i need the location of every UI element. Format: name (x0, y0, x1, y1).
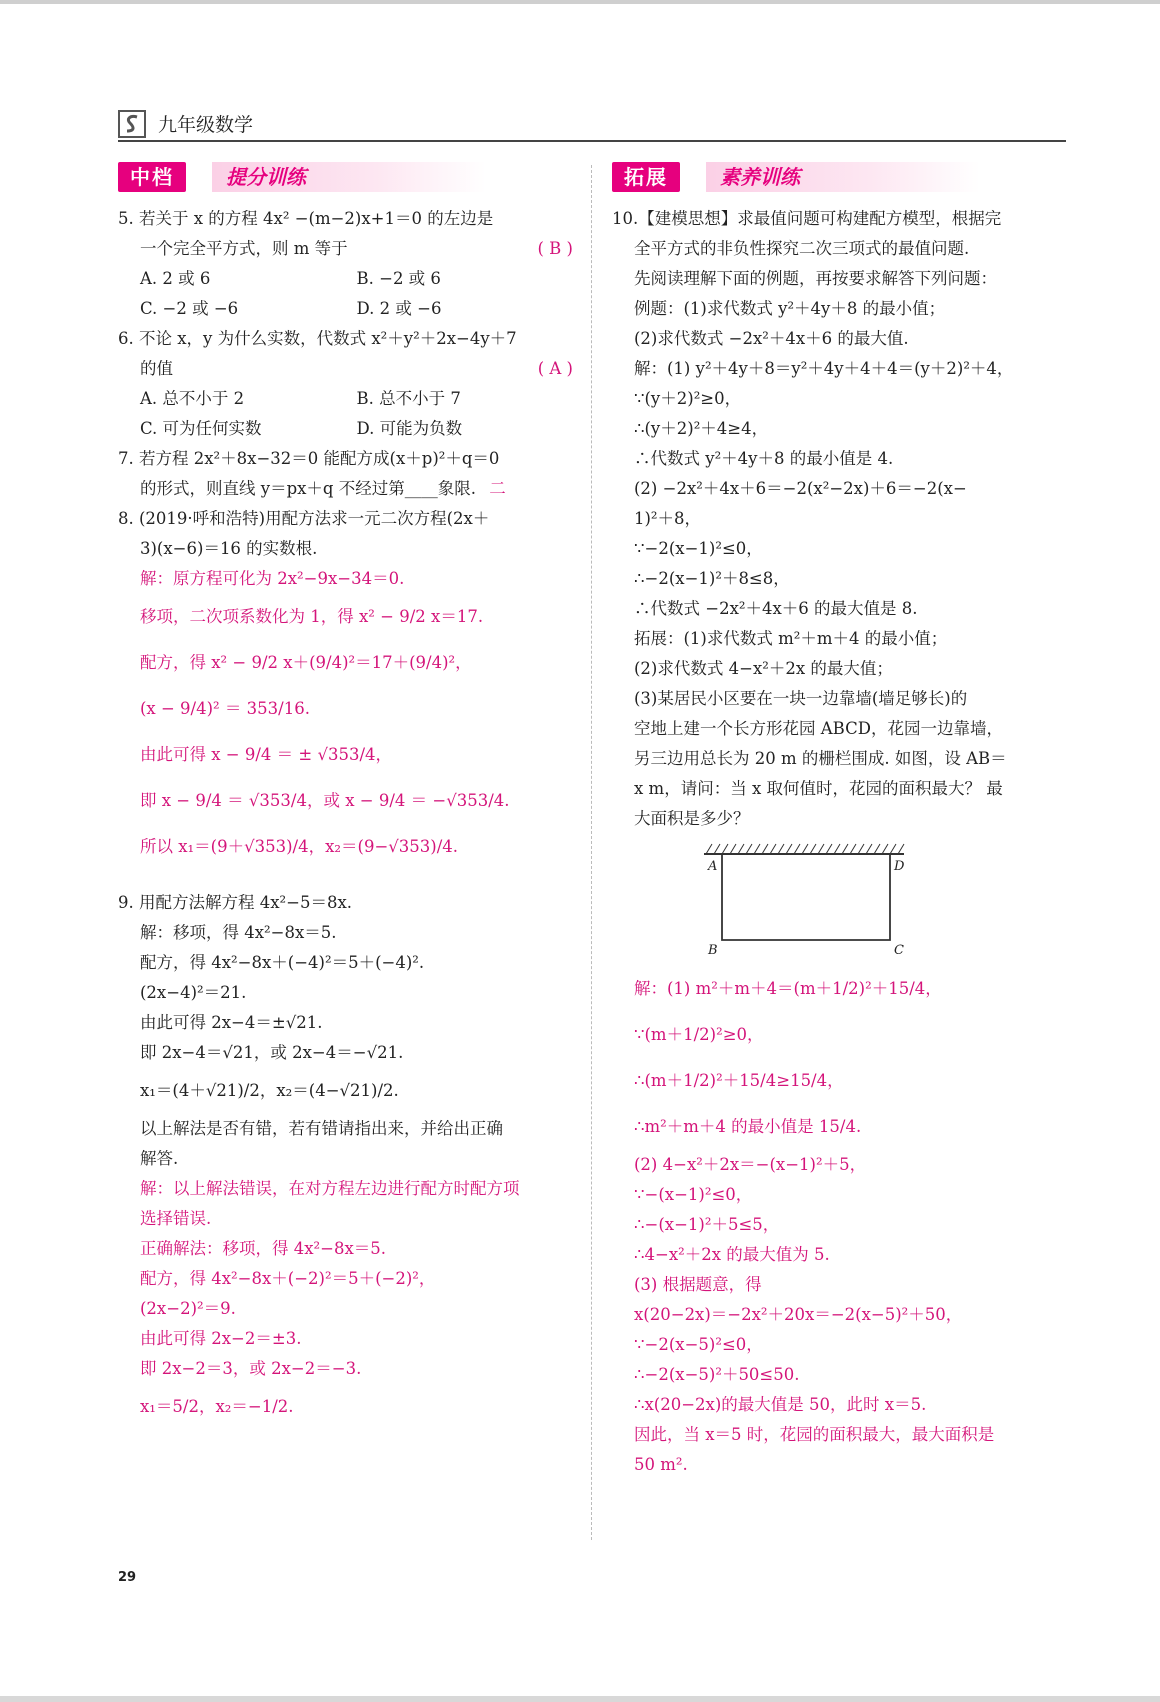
q10-solution-line-5: (2) 4−x²＋2x＝−(x−1)²＋5， (634, 1155, 867, 1174)
garden-diagram (700, 840, 910, 960)
q10-solution-line-14: 因此，当 x＝5 时，花园的面积最大，最大面积是 (634, 1425, 995, 1444)
q9-solution-line-1: 解：以上解法错误，在对方程左边进行配方时配方项 (140, 1179, 520, 1198)
question-10 (612, 204, 1067, 1480)
q10-line-20: x m，请问：当 x 取何值时，花园的面积最大？ 最 (634, 779, 1003, 798)
q5-choice-b: B. −2 或 6 (356, 269, 441, 288)
banner-tag: 中档 (118, 162, 186, 192)
q5-choices-row-1 (118, 264, 573, 294)
q10-line-17: (3)某居民小区要在一块一边靠墙(墙足够长)的 (634, 689, 968, 708)
question-8 (118, 504, 573, 870)
q5-line-2 (118, 234, 573, 264)
q9-solution-line-5: (2x−2)²＝9. (140, 1299, 236, 1318)
q10-line-4: 例题：(1)求代数式 y²＋4y＋8 的最小值； (634, 299, 946, 318)
q7-line-2-text: 的形式，则直线 y＝px＋q 不经过第____象限. (140, 479, 476, 498)
q10-solution-line-4: ∴m²＋m＋4 的最小值是 15/4. (634, 1117, 862, 1136)
q10-line-7: ∵(y＋2)²≥0， (634, 389, 742, 408)
garden-fence (722, 854, 890, 940)
q10-solution-line-7: ∴−(x−1)²＋5≤5， (634, 1215, 780, 1234)
q8-line-2: 3)(x−6)＝16 的实数根. (140, 539, 318, 558)
q7-line-1: 7. 若方程 2x²＋8x−32＝0 能配方成(x＋p)²＋q＝0 (118, 449, 500, 468)
question-6 (118, 324, 573, 444)
q9-line-4: (2x−4)²＝21. (140, 983, 247, 1002)
q6-answer: ( A ) (537, 359, 573, 378)
section-banner-extension (612, 160, 1067, 196)
q6-choice-c: C. 可为任何实数 (140, 419, 262, 438)
question-5 (118, 204, 573, 324)
column-divider (591, 165, 592, 1540)
q6-choices-row-1 (118, 384, 573, 414)
q10-solution-line-8: ∴4−x²＋2x 的最大值为 5. (634, 1245, 830, 1264)
q8-solution-line-6: 即 x − 9/4 ＝ √353/4，或 x − 9/4 ＝ −√353/4. (140, 791, 510, 810)
q10-line-5: (2)求代数式 −2x²＋4x＋6 的最大值. (634, 329, 909, 348)
q9-solution-line-2: 选择错误. (140, 1209, 212, 1228)
label-a: A (708, 859, 718, 874)
q6-choice-d: D. 可能为负数 (356, 419, 463, 438)
q6-line-2-text: 的值 (140, 359, 173, 378)
q8-solution-line-5: 由此可得 x − 9/4 ＝ ± √353/4， (140, 745, 393, 764)
q5-choice-a: A. 2 或 6 (140, 269, 211, 288)
q9-line-5: 由此可得 2x−4＝±√21. (140, 1013, 323, 1032)
q10-line-6: 解：(1) y²＋4y＋8＝y²＋4y＋4＋4＝(y＋2)²＋4， (634, 359, 1014, 378)
q6-choice-a: A. 总不小于 2 (140, 389, 245, 408)
q5-line-1: 5. 若关于 x 的方程 4x² −(m−2)x+1＝0 的左边是 (118, 209, 494, 228)
q10-line-9: ∴代数式 y²＋4y＋8 的最小值是 4. (634, 449, 894, 468)
q10-line-10: (2) −2x²＋4x＋6＝−2(x²−2x)＋6＝−2(x− (634, 479, 967, 498)
q9-line-1: 9. 用配方法解方程 4x²−5＝8x. (118, 893, 353, 912)
q5-choices-row-2 (118, 294, 573, 324)
book-title: 九年级数学 (158, 114, 254, 136)
q10-solution-line-12: ∴−2(x−5)²＋50≤50. (634, 1365, 800, 1384)
spacer (118, 870, 573, 888)
q10-line-2: 全平方式的非负性探究二次三项式的最值问题. (634, 239, 970, 258)
q6-choice-b: B. 总不小于 7 (356, 389, 461, 408)
label-b: B (708, 943, 718, 958)
q7-answer: 二 (489, 479, 506, 498)
banner-subtitle: 素养训练 (706, 162, 980, 192)
q7-line-2 (118, 474, 573, 504)
q10-solution-line-1: 解：(1) m²＋m＋4＝(m＋1/2)²＋15/4， (634, 979, 942, 998)
q10-line-16: (2)求代数式 4−x²＋2x 的最大值； (634, 659, 893, 678)
q5-answer: ( B ) (537, 239, 573, 258)
q8-solution-line-4: (x − 9/4)² ＝ 353/16. (140, 699, 310, 718)
q9-solution-line-6: 由此可得 2x−2＝±3. (140, 1329, 302, 1348)
q9-line-6: 即 2x−4＝√21，或 2x−4＝−√21. (140, 1043, 404, 1062)
q10-solution-line-15: 50 m². (634, 1455, 688, 1474)
q8-solution-line-7: 所以 x₁＝(9＋√353)/4，x₂＝(9−√353)/4. (140, 837, 459, 856)
q10-line-12: ∵−2(x−1)²≤0， (634, 539, 763, 558)
q5-choice-c: C. −2 或 −6 (140, 299, 239, 318)
q8-line-1: 8. (2019·呼和浩特)用配方法求一元二次方程(2x＋ (118, 509, 490, 528)
q10-solution-line-13: ∴x(20−2x)的最大值是 50，此时 x＝5. (634, 1395, 927, 1414)
q9-line-2: 解：移项，得 4x²−8x＝5. (140, 923, 337, 942)
q9-solution-line-8: x₁＝5/2，x₂＝−1/2. (140, 1397, 294, 1416)
q10-line-1: 10.【建模思想】求最值问题可构建配方模型，根据完 (612, 209, 1002, 228)
q10-line-11: 1)²＋8， (634, 509, 702, 528)
q10-line-15: 拓展：(1)求代数式 m²＋m＋4 的最小值； (634, 629, 948, 648)
q5-choice-d: D. 2 或 −6 (356, 299, 442, 318)
logo-icon (118, 110, 146, 138)
q10-solution-line-3: ∴(m＋1/2)²＋15/4≥15/4， (634, 1071, 844, 1090)
banner-tag: 拓展 (612, 162, 680, 192)
q10-line-8: ∴(y＋2)²＋4≥4， (634, 419, 769, 438)
q10-line-19: 另三边用总长为 20 m 的栅栏围成. 如图，设 AB＝ (634, 749, 1007, 768)
section-banner-medium (118, 160, 573, 196)
q6-line-2 (118, 354, 573, 384)
q8-solution-line-2: 移项，二次项系数化为 1，得 x² − 9/2 x＝17. (140, 607, 484, 626)
q6-choices-row-2 (118, 414, 573, 444)
garden-figure (700, 840, 910, 960)
q9-line-8: 以上解法是否有错，若有错请指出来，并给出正确 (140, 1119, 503, 1138)
q10-line-14: ∴代数式 −2x²＋4x＋6 的最大值是 8. (634, 599, 918, 618)
wall-hatching (704, 844, 904, 854)
right-column (612, 160, 1067, 1480)
q10-line-3: 先阅读理解下面的例题，再按要求解答下列问题： (634, 269, 997, 288)
left-column (118, 160, 573, 1430)
q9-solution-line-3: 正确解法：移项，得 4x²−8x＝5. (140, 1239, 387, 1258)
banner-subtitle: 提分训练 (212, 162, 486, 192)
header-rule (118, 140, 1066, 142)
q9-line-9: 解答. (140, 1149, 179, 1168)
q10-solution-line-11: ∵−2(x−5)²≤0， (634, 1335, 763, 1354)
q8-solution-line-1: 解：原方程可化为 2x²−9x−34＝0. (140, 569, 405, 588)
q8-solution-line-3: 配方，得 x² − 9/2 x＋(9/4)²＝17＋(9/4)²， (140, 653, 472, 672)
q6-line-1: 6. 不论 x，y 为什么实数，代数式 x²＋y²＋2x−4y＋7 (118, 329, 517, 348)
label-c: C (894, 943, 904, 958)
q9-solution-line-4: 配方，得 4x²−8x＋(−2)²＝5＋(−2)²， (140, 1269, 436, 1288)
q9-solution-line-7: 即 2x−2＝3，或 2x−2＝−3. (140, 1359, 362, 1378)
q9-line-7: x₁＝(4＋√21)/2，x₂＝(4−√21)/2. (140, 1081, 399, 1100)
q10-line-13: ∴−2(x−1)²＋8≤8， (634, 569, 790, 588)
question-9 (118, 888, 573, 1430)
q10-solution-line-9: (3) 根据题意，得 (634, 1275, 762, 1294)
q10-solution-line-10: x(20−2x)＝−2x²＋20x＝−2(x−5)²＋50， (634, 1305, 963, 1324)
page-number: 29 (118, 1570, 137, 1585)
q10-solution-line-2: ∵(m＋1/2)²≥0， (634, 1025, 764, 1044)
q10-solution-line-6: ∵−(x−1)²≤0， (634, 1185, 753, 1204)
q9-line-3: 配方，得 4x²−8x＋(−4)²＝5＋(−4)². (140, 953, 425, 972)
label-d: D (894, 859, 905, 874)
page-header (118, 108, 1066, 142)
q10-line-18: 空地上建一个长方形花园 ABCD，花园一边靠墙， (634, 719, 1003, 738)
q5-line-2-text: 一个完全平方式，则 m 等于 (140, 239, 348, 258)
q10-line-21: 大面积是多少？ (634, 809, 750, 828)
question-7 (118, 444, 573, 504)
